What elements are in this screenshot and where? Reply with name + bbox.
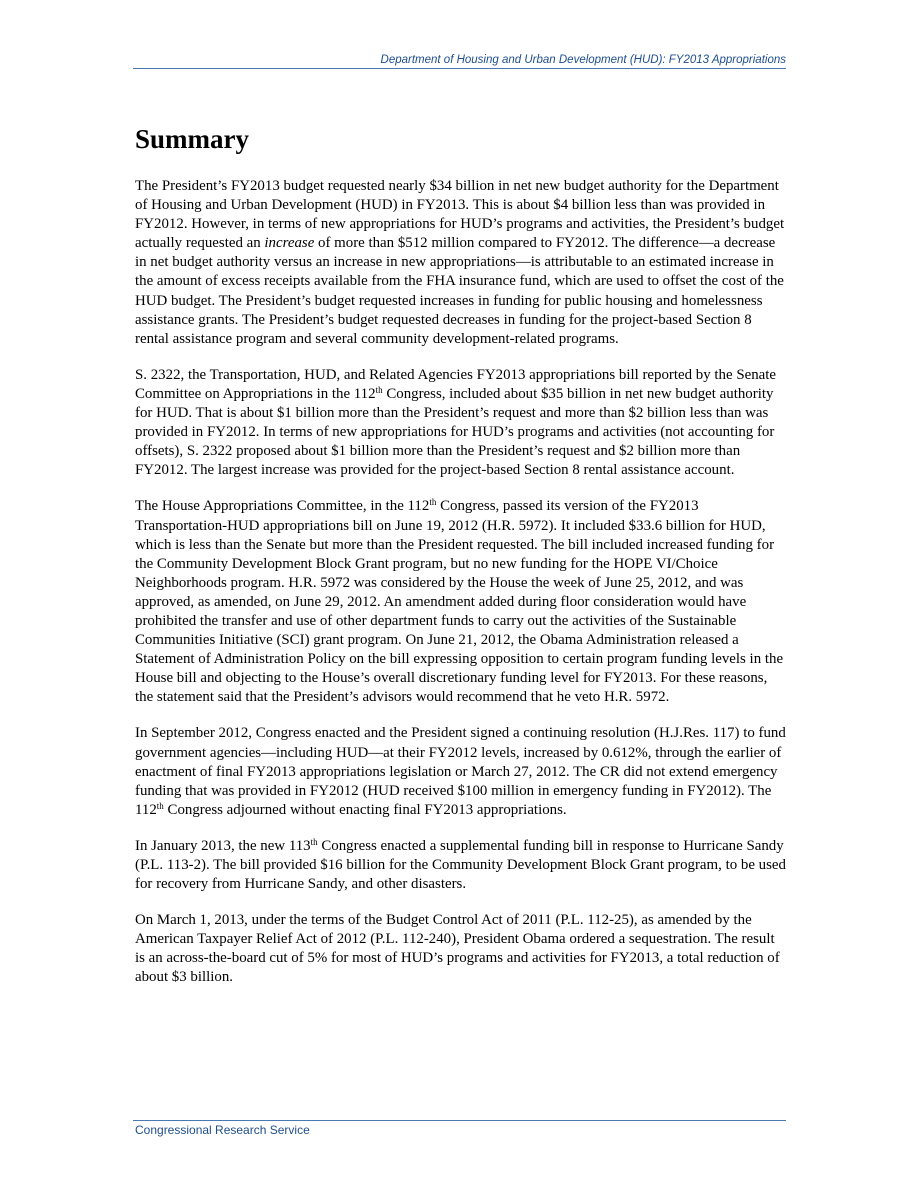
paragraph-text: Congress, included about $35 billion in net new budget authority for HUD. That is about $1 billion more than the President’s request and more than $2 billion less than was provided in FY2012. In terms of new appropriations for HUD’s programs and activities (not accounting for offsets), S. 2322 proposed about $1 billion more than the President’s request and $2 billion more than FY2012. The largest increase was provided for the project-based Section 8 rental assistance account.	[135, 385, 775, 479]
paragraph-house-bill	[135, 497, 787, 707]
paragraph-text: On March 1, 2013, under the terms of the Budget Control Act of 2011 (P.L. 112-25), as amended by the American Taxpayer Relief Act of 2012 (P.L. 112-240), President Obama ordered a sequestration. The result is an across-the-board cut of 5% for most of HUD’s programs and activities for FY2013, a total reduction of about $3 billion.	[135, 912, 780, 986]
paragraph-sequestration	[135, 911, 787, 987]
paragraph-presidents-budget	[135, 177, 787, 349]
paragraph-text: Congress adjourned without enacting final FY2013 appropriations.	[163, 801, 567, 818]
paragraph-text: of more than $512 million compared to FY2012. The difference—a decrease in net budget authority versus an increase in new appropriations—is attributable to an estimated increase in the amount of excess receipts available from the FHA insurance fund, which are used to offset the cost of the HUD budget. The President’s budget requested increases in funding for public housing and homelessness assistance grants. The President’s budget requested decreases in funding for the project-based Section 8 rental assistance program and several community development-related programs.	[135, 235, 784, 347]
paragraph-text: The House Appropriations Committee, in the 112	[135, 498, 430, 515]
footer-divider	[133, 1120, 786, 1121]
page-title: Summary	[135, 124, 249, 154]
paragraph-text: The President’s FY2013 budget requested nearly $34 billion in net new budget authority for the Department of Housing and Urban Development (HUD) in FY2013. This is about $4 billion less than was provided in FY2012. However, in terms of new appropriations for HUD’s programs and activities, the President’s budget actually requested an	[135, 178, 785, 252]
ordinal-superscript: th	[310, 836, 318, 847]
ordinal-superscript: th	[429, 497, 437, 508]
ordinal-superscript: th	[375, 384, 383, 395]
paragraph-text: Congress, passed its version of the FY2013 Transportation-HUD appropriations bill on June 19, 2012 (H.R. 5972). It included $33.6 billion for HUD, which is less than the Senate but more than the President requested. The bill included increased funding for the Community Development Block Grant program, but no new funding for the HOPE VI/Choice Neighborhoods program. H.R. 5972 was considered by the House the week of June 25, 2012, and was approved, as amended, on June 29, 2012. An amendment added during floor consideration would have prohibited the transfer and use of other department funds to carry out the activities of the Sustainable Communities Initiative (SCI) grant program. On June 21, 2012, the Obama Administration released a Statement of Administration Policy on the bill expressing opposition to certain program funding levels in the House bill and objecting to the House’s overall discretionary funding level for FY2013. For these reasons, the statement said that the President’s advisors would recommend that he veto H.R. 5972.	[135, 498, 784, 706]
paragraph-hurricane-sandy	[135, 837, 787, 894]
emphasis-text: increase	[264, 235, 315, 252]
paragraph-senate-bill	[135, 366, 787, 481]
paragraph-continuing-resolution	[135, 724, 787, 819]
running-header: Department of Housing and Urban Development (HUD): FY2013 Appropriations	[133, 54, 786, 69]
footer-source: Congressional Research Service	[135, 1123, 310, 1137]
ordinal-superscript: th	[156, 800, 164, 811]
summary-body	[135, 177, 787, 1005]
paragraph-text: In January 2013, the new 113	[135, 837, 311, 854]
paragraph-text: S. 2322, the Transportation, HUD, and Related Agencies FY2013 appropriations bill reported by the Senate Committee on Appropriations in the 112	[135, 366, 777, 402]
paragraph-text: Congress enacted a supplemental funding bill in response to Hurricane Sandy (P.L. 113-2). The bill provided $16 billion for the Community Development Block Grant program, to be used for recovery from Hurricane Sandy, and other disasters.	[135, 837, 786, 893]
paragraph-text: In September 2012, Congress enacted and the President signed a continuing resolution (H.J.Res. 117) to fund government agencies—including HUD—at their FY2012 levels, increased by 0.612%, through the earlier of enactment of final FY2013 appropriations legislation or March 27, 2012. The CR did not extend emergency funding that was provided in FY2012 (HUD received $100 million in emergency funding in FY2012). The 112	[135, 725, 786, 818]
